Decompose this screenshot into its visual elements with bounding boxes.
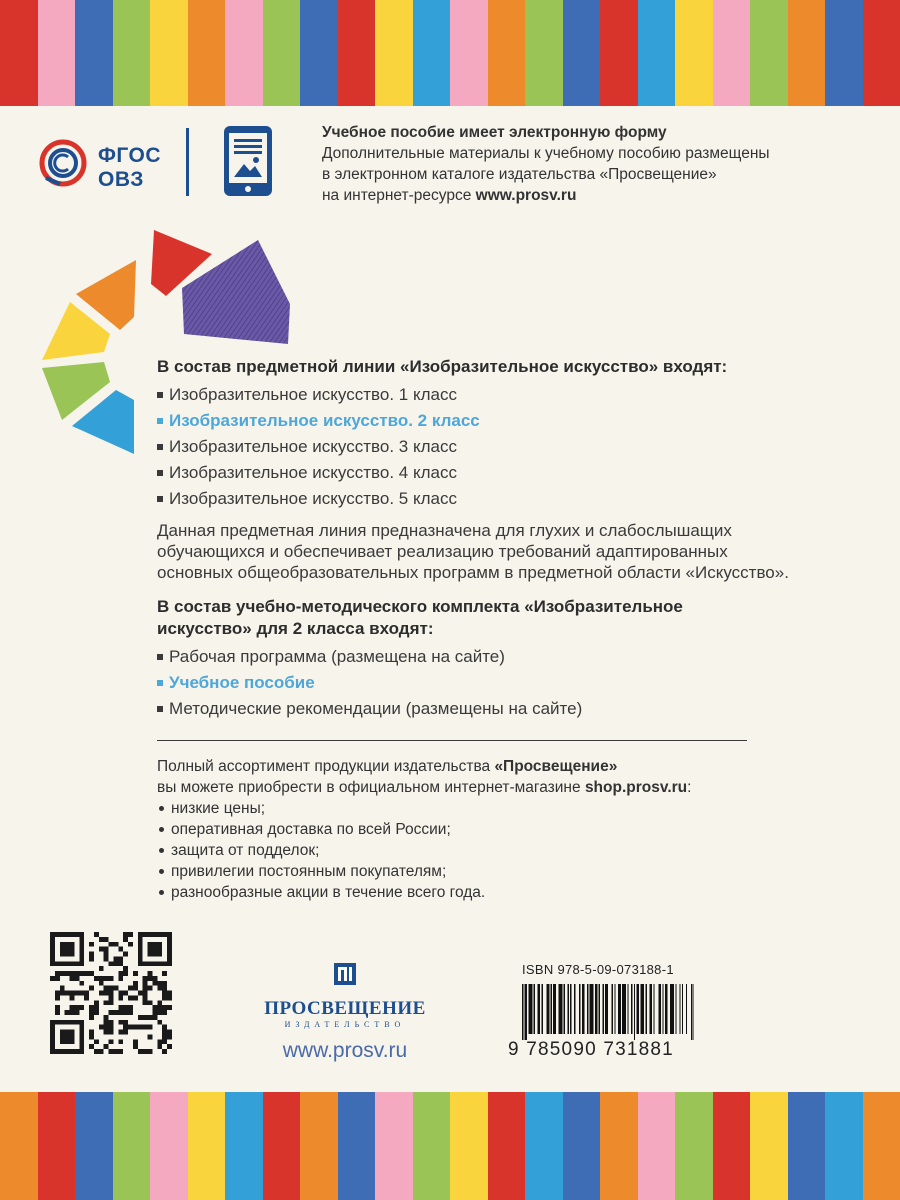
kit-item-current: Учебное пособие — [157, 670, 867, 696]
color-stripe — [825, 0, 863, 106]
color-stripe — [338, 0, 376, 106]
subject-line-list — [157, 382, 867, 512]
color-stripe — [525, 1092, 563, 1200]
fgos-label — [98, 144, 161, 192]
color-stripe — [263, 1092, 301, 1200]
fgos-line1: ФГОС — [98, 144, 162, 167]
eform-line2: в электронном каталоге издательства «Просвещение» — [322, 166, 717, 183]
prosveshchenie-logo-icon — [333, 962, 357, 986]
color-stripe — [150, 0, 188, 106]
color-stripe — [75, 0, 113, 106]
color-stripe — [38, 1092, 76, 1200]
color-stripe — [450, 0, 488, 106]
eform-line3 — [322, 185, 862, 206]
kit-item: Методические рекомендации (размещены на сайте) — [157, 696, 867, 722]
description-line1: Данная предметная линия предназначена для глухих и слабослышащих — [157, 521, 732, 540]
description-line2: обучающихся и обеспечивает реализацию требований адаптированных — [157, 542, 728, 561]
shop-line2-prefix: вы можете приобрести в официальном интернет-магазине — [157, 779, 585, 796]
publisher-block — [262, 962, 428, 1063]
bottom-color-stripes — [0, 1092, 900, 1200]
color-stripe — [413, 1092, 451, 1200]
shop-bullet: оперативная доставка по всей России; — [157, 819, 777, 840]
shop-bullet: привилегии постоянным покупателям; — [157, 861, 777, 882]
description-paragraph — [157, 520, 867, 583]
color-stripe — [38, 0, 76, 106]
eform-line1: Дополнительные материалы к учебному пособию размещены — [322, 145, 770, 162]
color-stripe — [638, 0, 676, 106]
header-divider — [186, 128, 189, 196]
color-stripe — [863, 1092, 900, 1200]
isbn-block — [508, 962, 698, 1060]
color-stripe — [113, 1092, 151, 1200]
description-line3: основных общеобразовательных программ в предметной области «Искусство». — [157, 563, 789, 582]
color-stripe — [263, 0, 301, 106]
color-stripe — [0, 1092, 38, 1200]
shop-line1-prefix: Полный ассортимент продукции издательства — [157, 758, 495, 775]
shop-site-link[interactable]: shop.prosv.ru — [584, 779, 688, 796]
publisher-name: ПРОСВЕЩЕНИЕ — [264, 998, 426, 1019]
subject-line-item: Изобразительное искусство. 4 класс — [157, 460, 867, 486]
color-stripe — [413, 0, 451, 106]
color-stripe — [225, 0, 263, 106]
barcode-digits: 9 785090 731881 — [508, 1039, 674, 1060]
fgos-line2: ОВЗ — [98, 168, 144, 191]
publisher-site-link[interactable]: www.prosv.ru — [282, 1039, 408, 1062]
eform-line3-prefix: на интернет-ресурсе — [322, 187, 476, 204]
kit-heading-line1: В состав учебно-методического комплекта «Изобразительное — [157, 597, 683, 616]
kit-section — [157, 596, 867, 722]
barcode — [522, 984, 694, 1040]
color-stripe — [300, 1092, 338, 1200]
subject-line-item: Изобразительное искусство. 3 класс — [157, 434, 867, 460]
color-stripe — [675, 0, 713, 106]
color-stripe — [225, 1092, 263, 1200]
subject-line-heading: В состав предметной линии «Изобразительное искусство» входят: — [157, 357, 728, 376]
color-stripe — [713, 1092, 751, 1200]
color-stripe — [338, 1092, 376, 1200]
color-stripe — [788, 0, 826, 106]
color-stripe — [375, 1092, 413, 1200]
subject-line-section — [157, 356, 867, 512]
shop-line2 — [157, 777, 777, 798]
color-stripe — [825, 1092, 863, 1200]
subject-line-item: Изобразительное искусство. 5 класс — [157, 486, 867, 512]
shop-bullet: защита от подделок; — [157, 840, 777, 861]
color-stripe — [188, 0, 226, 106]
publisher-subtitle: ИЗДАТЕЛЬСТВО — [284, 1020, 406, 1029]
kit-list — [157, 644, 867, 722]
color-stripe — [488, 1092, 526, 1200]
color-stripe — [638, 1092, 676, 1200]
shop-publisher-name: «Просвещение» — [494, 758, 618, 775]
shop-line1 — [157, 756, 777, 777]
color-stripe — [150, 1092, 188, 1200]
shop-bullet: разнообразные акции в течение всего года. — [157, 882, 777, 903]
shop-info — [157, 756, 777, 903]
top-color-stripes — [0, 0, 900, 106]
color-stripe — [563, 1092, 601, 1200]
color-stripe — [600, 1092, 638, 1200]
isbn-label: ISBN 978-5-09-073188-1 — [522, 962, 674, 977]
color-stripe — [113, 0, 151, 106]
eform-title: Учебное пособие имеет электронную форму — [322, 124, 667, 141]
color-stripe — [750, 0, 788, 106]
color-stripe — [450, 1092, 488, 1200]
color-stripe — [75, 1092, 113, 1200]
color-stripe — [300, 0, 338, 106]
header-logos — [36, 128, 296, 200]
color-stripe — [188, 1092, 226, 1200]
eform-site-link[interactable]: www.prosv.ru — [475, 187, 577, 204]
subject-line-item: Изобразительное искусство. 1 класс — [157, 382, 867, 408]
color-stripe — [563, 0, 601, 106]
color-stripe — [863, 0, 900, 106]
fgos-logo-icon — [38, 138, 88, 188]
subject-line-item-current: Изобразительное искусство. 2 класс — [157, 408, 867, 434]
color-stripe — [525, 0, 563, 106]
kit-heading-line2: искусство» для 2 класса входят: — [157, 619, 434, 638]
color-stripe — [788, 1092, 826, 1200]
color-stripe — [713, 0, 751, 106]
color-stripe — [750, 1092, 788, 1200]
shop-line2-suffix: : — [687, 779, 692, 796]
qr-code[interactable] — [50, 932, 172, 1054]
color-stripe — [0, 0, 38, 106]
color-stripe — [600, 0, 638, 106]
color-stripe — [375, 0, 413, 106]
tablet-image-icon — [222, 124, 274, 198]
kit-item: Рабочая программа (размещена на сайте) — [157, 644, 867, 670]
color-stripe — [488, 0, 526, 106]
color-stripe — [675, 1092, 713, 1200]
section-divider — [157, 740, 747, 741]
electronic-form-info — [322, 122, 862, 206]
shop-bullet: низкие цены; — [157, 798, 777, 819]
